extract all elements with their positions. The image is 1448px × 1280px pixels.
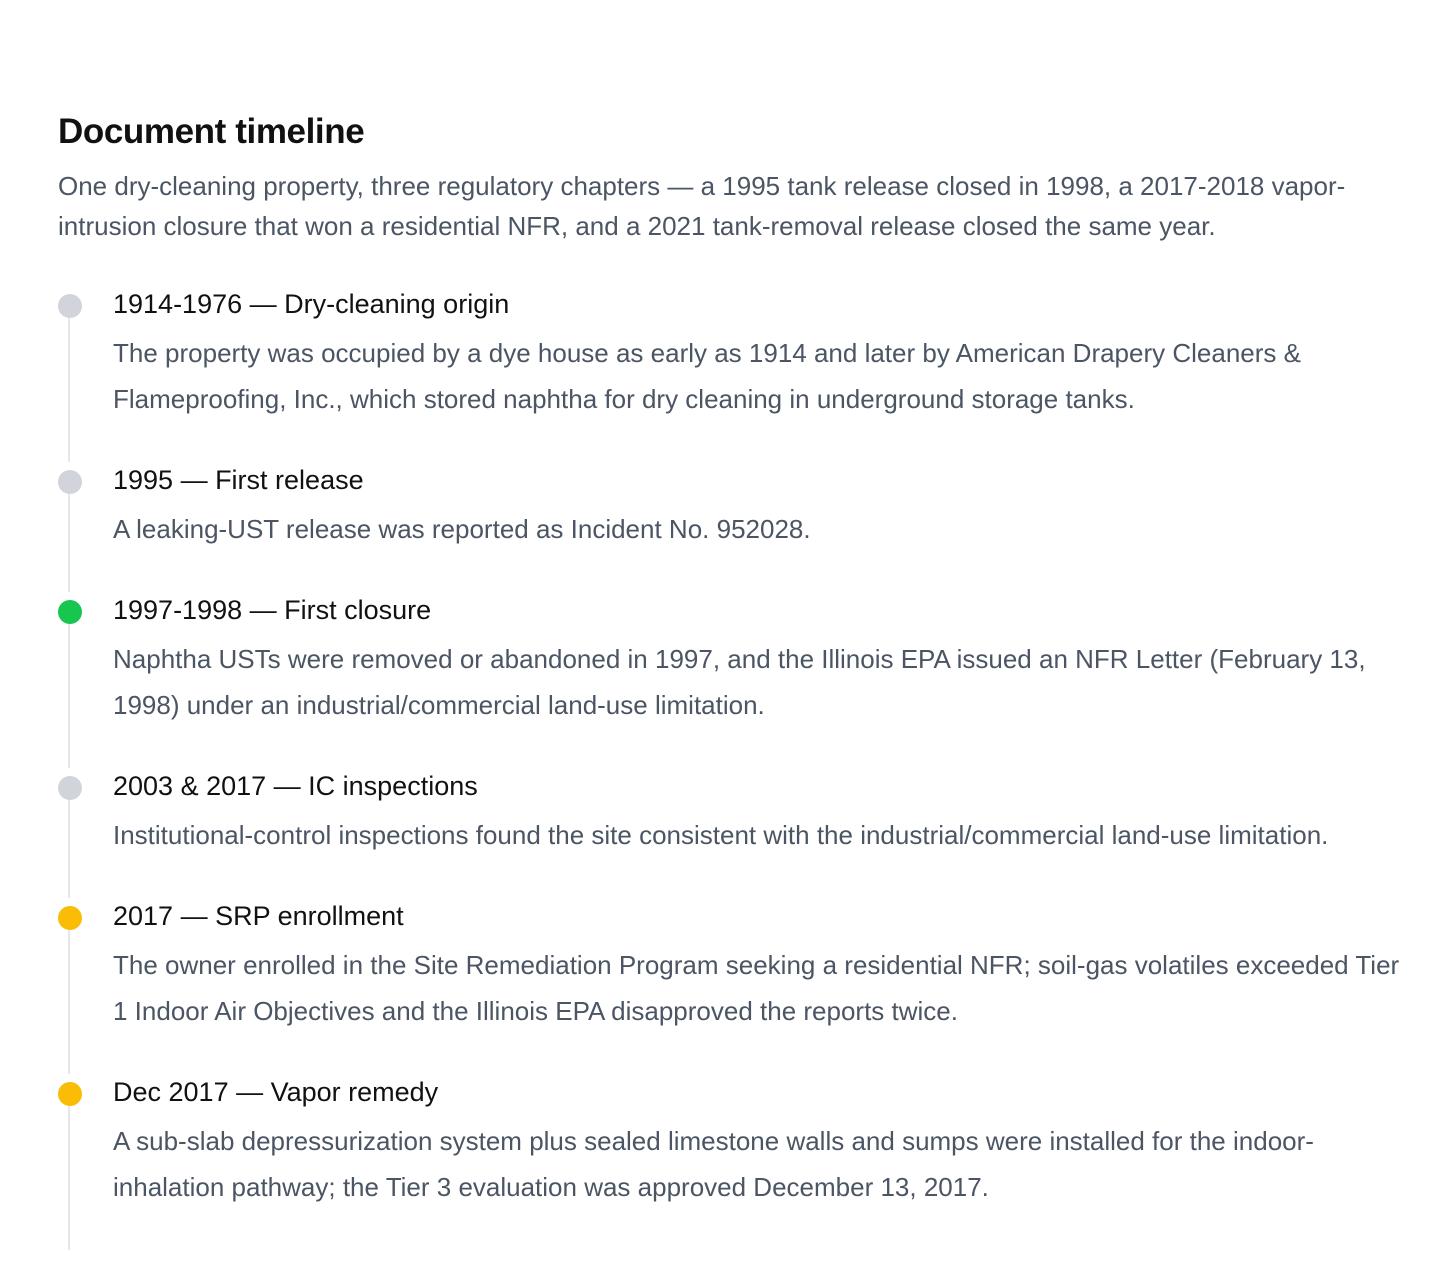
event-heading: 1997-1998 — First closure xyxy=(113,595,432,625)
timeline-rail xyxy=(68,308,70,462)
timeline-event xyxy=(58,898,1408,1052)
timeline-event xyxy=(58,462,1408,570)
event-description: A sub-slab depressurization system plus sealed limestone walls and sumps were installed for the indoor-inhalation pathway; the Tier 3 evaluation was approved December 13, 2017. xyxy=(113,1126,1314,1202)
timeline-rail xyxy=(68,1096,70,1250)
event-heading: 1914-1976 — Dry-cleaning origin xyxy=(113,289,510,319)
intro-text: One dry-cleaning property, three regulatory chapters — a 1995 tank release closed in 1998, a 2017-2018 vapor-intrusion closure that won a residential NFR, and a 2021 tank-removal release closed the same year. xyxy=(58,171,1346,241)
event-heading: 1995 — First release xyxy=(113,465,364,495)
timeline-event xyxy=(58,286,1408,440)
timeline-rail xyxy=(68,790,70,898)
status-dot-icon xyxy=(58,294,82,318)
timeline-rail xyxy=(68,614,70,768)
timeline-rail xyxy=(68,484,70,592)
timeline xyxy=(58,286,1408,1228)
event-heading: 2017 — SRP enrollment xyxy=(113,901,404,931)
event-heading: Dec 2017 — Vapor remedy xyxy=(113,1077,439,1107)
timeline-event xyxy=(58,592,1408,746)
status-dot-icon xyxy=(58,906,82,930)
status-dot-icon xyxy=(58,776,82,800)
event-description: A leaking-UST release was reported as Incident No. 952028. xyxy=(113,514,811,544)
timeline-rail xyxy=(68,920,70,1074)
event-description: The owner enrolled in the Site Remediation Program seeking a residential NFR; soil-gas volatiles exceeded Tier 1 Indoor Air Objectives and the Illinois EPA disapproved the reports twice. xyxy=(113,950,1400,1026)
status-dot-icon xyxy=(58,1082,82,1106)
page-title: Document timeline xyxy=(58,112,365,151)
status-dot-icon xyxy=(58,600,82,624)
event-description: Naphtha USTs were removed or abandoned in 1997, and the Illinois EPA issued an NFR Letter (February 13, 1998) under an industrial/commercial land-use limitation. xyxy=(113,644,1366,720)
event-heading: 2003 & 2017 — IC inspections xyxy=(113,771,478,801)
timeline-event xyxy=(58,1074,1408,1228)
event-description: The property was occupied by a dye house as early as 1914 and later by American Drapery Cleaners & Flameproofing, Inc., which stored naphtha for dry cleaning in underground storage tanks. xyxy=(113,338,1301,414)
status-dot-icon xyxy=(58,470,82,494)
timeline-event xyxy=(58,768,1408,876)
event-description: Institutional-control inspections found the site consistent with the industrial/commercial land-use limitation. xyxy=(113,820,1329,850)
